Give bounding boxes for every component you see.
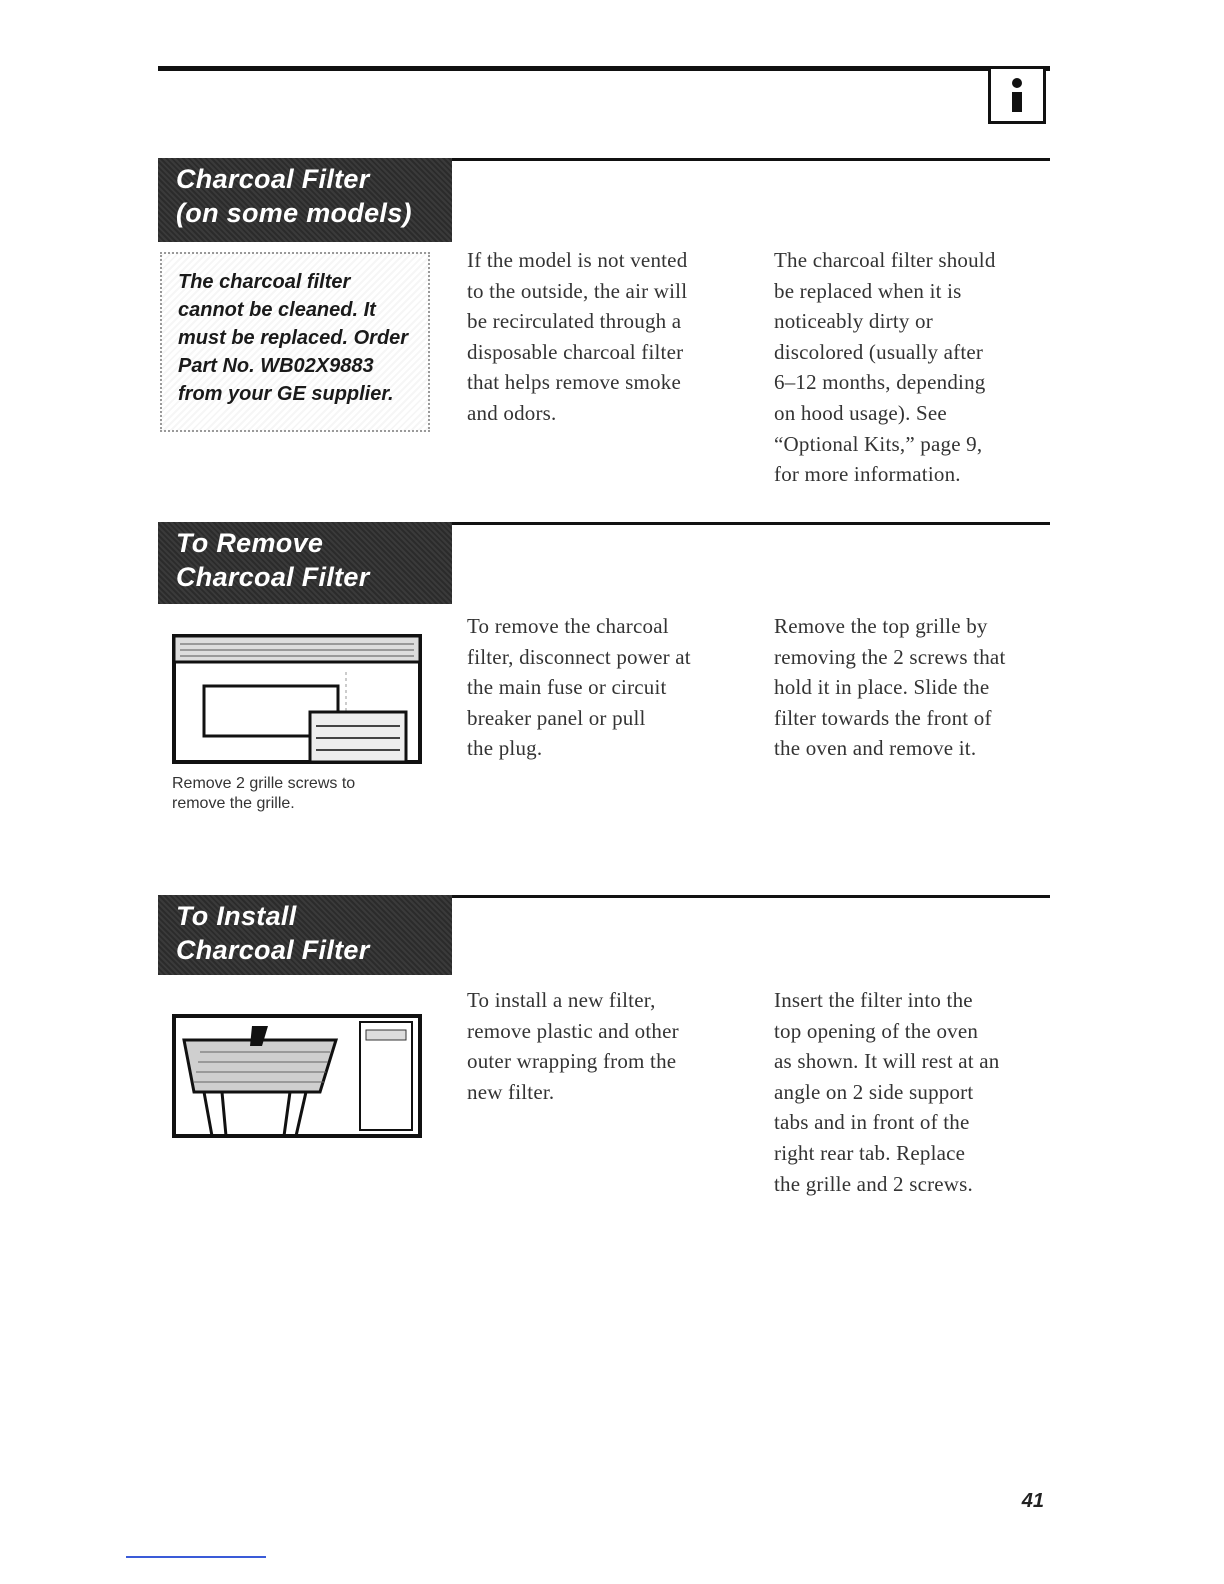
text-line: the main fuse or circuit — [467, 675, 667, 700]
heading-line: Charcoal Filter — [176, 562, 370, 592]
text-line: the oven and remove it. — [774, 736, 977, 761]
text-line: 6–12 months, depending — [774, 370, 986, 395]
paragraph-disconnect-power — [467, 611, 757, 764]
text-line: “Optional Kits,” page 9, — [774, 431, 983, 456]
info-icon — [988, 66, 1046, 124]
text-line: as shown. It will rest at an — [774, 1049, 1000, 1074]
text-line: and odors. — [467, 400, 557, 425]
text-line: discolored (usually after — [774, 339, 984, 364]
replacement-note — [160, 252, 430, 432]
paragraph-insert-filter — [774, 985, 1064, 1199]
note-line: from your GE supplier. — [178, 383, 394, 405]
figure-caption — [172, 774, 422, 814]
section-heading-charcoal-filter — [158, 158, 452, 242]
page-number: 41 — [1021, 1490, 1044, 1512]
text-line: the plug. — [467, 736, 543, 761]
text-line: that helps remove smoke — [467, 370, 681, 395]
section-heading-install-filter — [158, 895, 452, 975]
text-line: remove plastic and other — [467, 1018, 679, 1043]
microwave-grille-icon — [160, 622, 430, 782]
text-line: tabs and in front of the — [774, 1110, 970, 1135]
text-line: filter, disconnect power at — [467, 644, 691, 669]
paragraph-remove-grille — [774, 611, 1064, 764]
text-line: right rear tab. Replace — [774, 1140, 966, 1165]
paragraph-replace-when — [774, 245, 1064, 490]
install-filter-icon — [160, 996, 430, 1146]
text-line: on hood usage). See — [774, 400, 947, 425]
text-line: be replaced when it is — [774, 278, 962, 303]
caption-line: remove the grille. — [172, 795, 295, 812]
text-line: The charcoal filter should — [774, 248, 996, 272]
text-line: outer wrapping from the — [467, 1049, 677, 1074]
text-line: removing the 2 screws that — [774, 644, 1006, 669]
heading-line: (on some models) — [176, 198, 412, 228]
text-line: top opening of the oven — [774, 1018, 979, 1043]
note-line: Part No. WB02X9883 — [178, 355, 374, 377]
text-line: angle on 2 side support — [774, 1079, 974, 1104]
paragraph-unwrap-filter — [467, 985, 757, 1107]
text-line: breaker panel or pull — [467, 705, 646, 730]
text-line: filter towards the front of — [774, 705, 992, 730]
text-line: To install a new filter, — [467, 988, 656, 1012]
text-line: the grille and 2 screws. — [774, 1171, 973, 1196]
section-heading-remove-filter — [158, 522, 452, 604]
text-line: for more information. — [774, 462, 961, 487]
heading-line: Charcoal Filter — [176, 935, 370, 965]
heading-line: Charcoal Filter — [176, 164, 370, 194]
note-line: cannot be cleaned. It — [178, 299, 376, 321]
text-line: noticeably dirty or — [774, 309, 933, 334]
text-line: If the model is not vented — [467, 248, 688, 272]
text-line: disposable charcoal filter — [467, 339, 684, 364]
text-line: Remove the top grille by — [774, 614, 988, 638]
heading-line: To Install — [176, 901, 297, 931]
text-line: hold it in place. Slide the — [774, 675, 990, 700]
note-line: must be replaced. Order — [178, 327, 409, 349]
install-filter-illustration — [160, 996, 430, 1146]
note-line: The charcoal filter — [178, 271, 351, 293]
top-rule — [158, 66, 1050, 71]
caption-line: Remove 2 grille screws to — [172, 775, 356, 792]
footer-link-underline — [126, 1556, 266, 1558]
heading-line: To Remove — [176, 528, 324, 558]
text-line: new filter. — [467, 1079, 555, 1104]
text-line: To remove the charcoal — [467, 614, 669, 638]
text-line: Insert the filter into the — [774, 988, 973, 1012]
text-line: be recirculated through a — [467, 309, 682, 334]
text-line: to the outside, the air will — [467, 278, 688, 303]
paragraph-vented — [467, 245, 757, 429]
